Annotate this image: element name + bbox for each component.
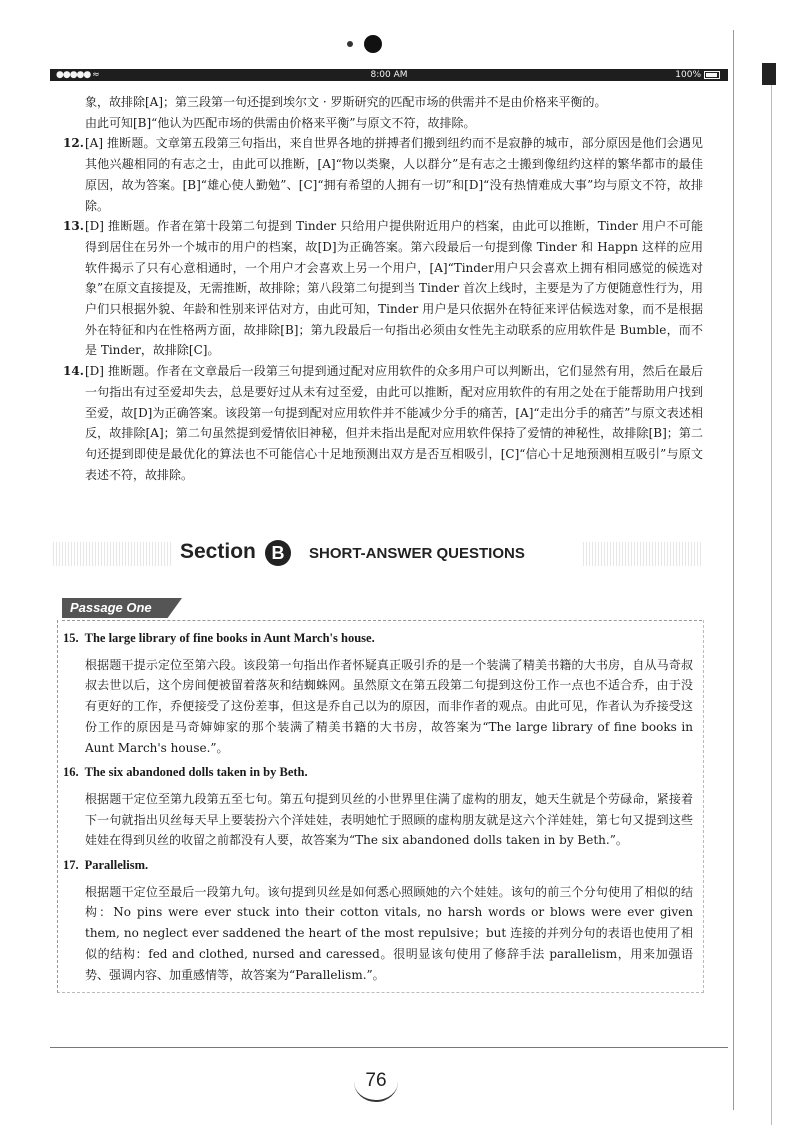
section-title: SHORT-ANSWER QUESTIONS [309,545,525,562]
item-text: [A] 推断题。文章第五段第三句指出，来自世界各地的拼搏者们搬到纽约而不是寂静的城市，部分原因是他们会遇见其他兴趣相同的有志之士，由此可以推断，[A]“物以类聚，人以群分”是有志之士搬到像纽约这样的繁华都市的最佳原因，故为答案。[B]“雄心使人勤勉”、[C]“拥有希望的人拥有一切”和[D]“没有热情难成大事”均与原文不符，故排除。 [85,136,703,213]
item-number: 14. [63,364,84,379]
heading-shade-left [53,542,173,566]
status-bar [50,69,728,81]
status-time: 8:00 AM [370,70,408,80]
question-text: Parallelism. [84,858,149,873]
bookmark-tab [762,63,776,85]
battery-icon [704,71,720,79]
signal-icon: ●●●●● ≈ [56,70,99,80]
question-number: 17. [63,858,79,873]
tab-edge-line [771,85,772,1125]
item-14 [63,361,703,485]
section-word: Section [180,540,256,563]
section-heading [53,534,703,574]
item-12 [63,133,703,216]
explanation: 根据题干定位至第九段第五至七句。第五句提到贝丝的小世界里住满了虚构的朋友，她天生就是个劳碌命，紧接着下一句就指出贝丝每天早上要装扮六个洋娃娃，表明她忙于照顾的虚构朋友就是这六个洋娃娃，第七句又提到这些娃娃在得到贝丝的收留之前都没有人要，故答案为“The six abandoned dolls taken in by Beth.”。 [85,791,693,848]
answer-15 [63,628,693,758]
passage-label: Passage One [70,600,152,615]
answer-explanations [63,92,703,485]
question [63,855,693,876]
short-answers [63,628,693,989]
question-text: The six abandoned dolls taken in by Beth. [84,765,308,780]
page-number: 76 [354,1062,398,1102]
heading-shade-right [583,542,703,566]
camera-dot [364,35,382,53]
question-number: 15. [63,631,79,645]
section-letter-badge: B [265,540,291,566]
item-13 [63,216,703,361]
continuation-line-1: 象，故排除[A]；第三段第一句还提到埃尔文 · 罗斯研究的匹配市场的供需并不是由价格来平衡的。 [85,95,607,109]
question-number: 16. [63,765,79,780]
page-edge-rule [733,30,734,1110]
explanation: 根据题干提示定位至第六段。该段第一句指出作者怀疑真正吸引乔的是一个装满了精美书籍的大书房，自从马奇叔叔去世以后，这个房间便被留着落灰和结蜘蛛网。虽然原文在第五段第二句提到这份工作一点也不适合乔，由于没有更好的工作，乔便接受了这份差事，但这是乔自己以为的原因，而非作者的观点。由此可见，作者认为乔接受这份工作的原因是马奇婶婶家的那个装满了精美书籍的大书房，故答案为“The large library of fine books in Aunt March's house.”。 [85,657,693,755]
question [63,628,693,649]
answer-16 [63,762,693,851]
item-number: 13. [63,219,84,234]
battery-status [675,69,720,81]
camera-dot-small [347,41,353,47]
battery-percent: 100% [675,70,701,80]
item-text: [D] 推断题。作者在第十段第二句提到 Tinder 只给用户提供附近用户的档案，由此可以推断，Tinder 用户不可能得到居住在另外一个城市的用户的档案，故[D]为正确答案。第六段最后一句提到像 Tinder 和 Happn 这样的应用软件揭示了只有心意相通时，一个用户才会喜欢上另一个用户，[A]“Tinder用户只会喜欢上拥有相同感觉的候选对象”在原文直接提及，无需推断，故排除；第八段第二句提到当 Tinder 首次上线时，主要是为了方便随意性行为，用户们只根据外貌、年龄和性别来评估对方，由此可知，Tinder 用户是只依据外在特征来评估候选对象，而不是根据外在特征和内在性格两方面，故排除[B]；第九段最后一句指出必须由女性先主动联系的应用软件是 Bumble，而不是 Tinder，故排除[C]。 [85,219,703,358]
item-number: 12. [63,136,84,151]
explanation: 根据题干定位至最后一段第九句。该句提到贝丝是如何悉心照顾她的六个娃娃。该句的前三个分句使用了相似的结构：No pins were ever stuck into their cotton vitals, no harsh words or blows were ever given them, no neglect ever saddened the heart of the most repulsive；but 连接的并列分句的表语也使用了相似的结构：fed and clothed, nursed and caressed。很明显该句使用了修辞手法 parallelism，用来加强语势、强调内容、加重感情等，故答案为“Parallelism.”。 [85,884,693,982]
answer-17 [63,855,693,985]
question-text: The large library of fine books in Aunt March's house. [84,631,375,645]
continuation-line-2: 由此可知[B]“他认为匹配市场的供需由价格来平衡”与原文不符，故排除。 [85,115,476,130]
item-text: [D] 推断题。作者在文章最后一段第三句提到通过配对应用软件的众多用户可以判断出，它们显然有用，然后在最后一句指出有过至爱却失去，总是要好过从未有过至爱，由此可以推断，配对应用软件的有用之处在于能帮助用户找到至爱，故[D]为正确答案。该段第一句提到配对应用软件并不能减少分手的痛苦，[A]“走出分手的痛苦”与原文表述相反，故排除[A]；第二句虽然提到爱情依旧神秘，但并未指出是配对应用软件保持了爱情的神秘性，故排除[B]；第二句还提到即使是最优化的算法也不可能信心十足地预测出双方是否互相吸引，[C]“信心十足地预测相互吸引”与原文表述不符，故排除。 [85,364,703,482]
question [63,762,693,783]
